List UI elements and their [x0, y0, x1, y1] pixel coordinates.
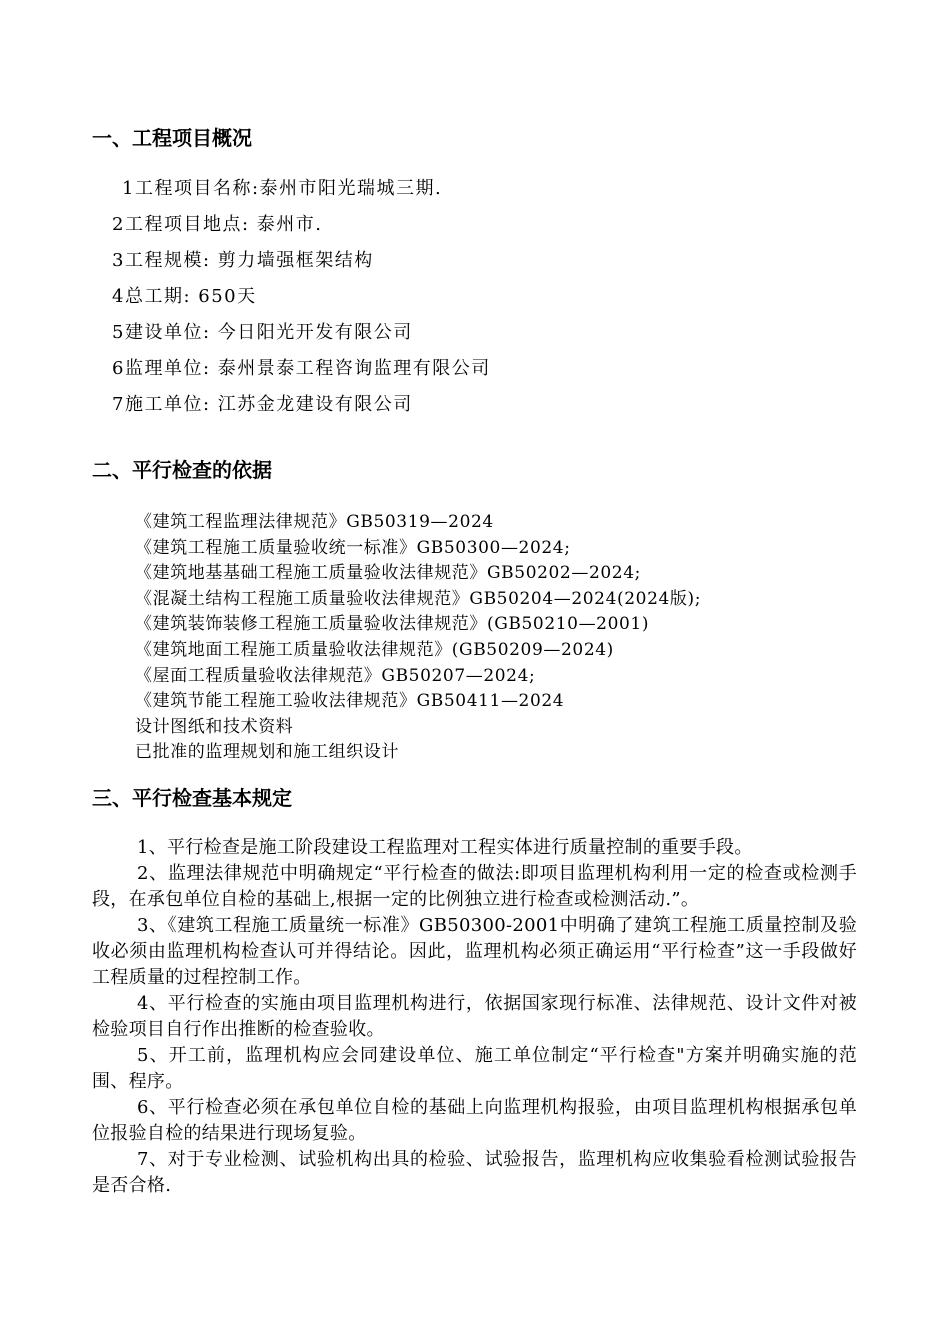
basis-item: 《建筑地基基础工程施工质量验收法律规范》GB50202—2024; [135, 563, 641, 584]
section-title-overview: 一、工程项目概况 [92, 126, 252, 150]
overview-item-project-scale: 3工程规模: 剪力墙强框架结构 [112, 250, 374, 271]
basis-item: 《屋面工程质量验收法律规范》GB50207—2024; [135, 665, 536, 686]
project-overview-list [112, 176, 491, 428]
basic-rules-body [92, 835, 857, 1199]
basis-item: 《建筑装饰装修工程施工质量验收法律规范》(GB50210—2001) [135, 614, 650, 635]
basis-item: 已批准的监理规划和施工组织设计 [135, 742, 399, 763]
overview-item-project-location: 2工程项目地点: 泰州市. [112, 214, 323, 235]
basis-item: 《建筑工程施工质量验收统一标准》GB50300—2024; [135, 537, 571, 558]
section-title-basic-rules: 三、平行检查基本规定 [92, 786, 292, 810]
rule-paragraph: 2、监理法律规范中明确规定“平行检查的做法:即项目监理机构利用一定的检查或检测手段，在承包单位自检的基础上,根据一定的比例独立进行检查或检测活动.”。 [92, 863, 857, 910]
basis-item: 《建筑节能工程施工验收法律规范》GB50411—2024 [135, 691, 565, 712]
rule-paragraph: 6、平行检查必须在承包单位自检的基础上向监理机构报验，由项目监理机构根据承包单位报验自检的结果进行现场复验。 [92, 1097, 857, 1144]
rule-paragraph: 1、平行检查是施工阶段建设工程监理对工程实体进行质量控制的重要手段。 [137, 837, 753, 858]
rule-paragraph: 3、《建筑工程施工质量统一标准》GB50300-2001中明确了建筑工程施工质量控制及验收必须由监理机构检查认可并得结论。因此，监理机构必须正确运用“平行检查”这一手段做好工程质量的过程控制工作。 [92, 915, 857, 988]
section-title-basis: 二、平行检查的依据 [92, 458, 272, 482]
basis-item: 《建筑地面工程施工质量验收法律规范》(GB50209—2024) [135, 639, 614, 660]
basis-item: 设计图纸和技术资料 [135, 716, 294, 737]
inspection-basis-list [135, 510, 701, 766]
overview-item-project-name: 1工程项目名称:泰州市阳光瑞城三期. [122, 178, 443, 199]
basis-item: 《混凝土结构工程施工质量验收法律规范》GB50204—2024(2024版); [135, 588, 702, 609]
rule-paragraph: 7、对于专业检测、试验机构出具的检验、试验报告，监理机构应收集验看检测试验报告是否合格. [92, 1149, 857, 1196]
rule-paragraph: 5、开工前，监理机构应会同建设单位、施工单位制定“平行检查"方案并明确实施的范围、程序。 [92, 1045, 857, 1092]
overview-item-supervision-unit: 6监理单位: 泰州景泰工程咨询监理有限公司 [112, 358, 491, 379]
basis-item: 《建筑工程监理法律规范》GB50319—2024 [135, 512, 494, 532]
overview-item-total-duration: 4总工期: 650天 [112, 286, 257, 307]
overview-item-construction-unit: 5建设单位: 今日阳光开发有限公司 [112, 322, 413, 343]
overview-item-contractor: 7施工单位: 江苏金龙建设有限公司 [112, 394, 413, 415]
rule-paragraph: 4、平行检查的实施由项目监理机构进行，依据国家现行标准、法律规范、设计文件对被检验项目自行作出推断的检查验收。 [92, 993, 857, 1040]
